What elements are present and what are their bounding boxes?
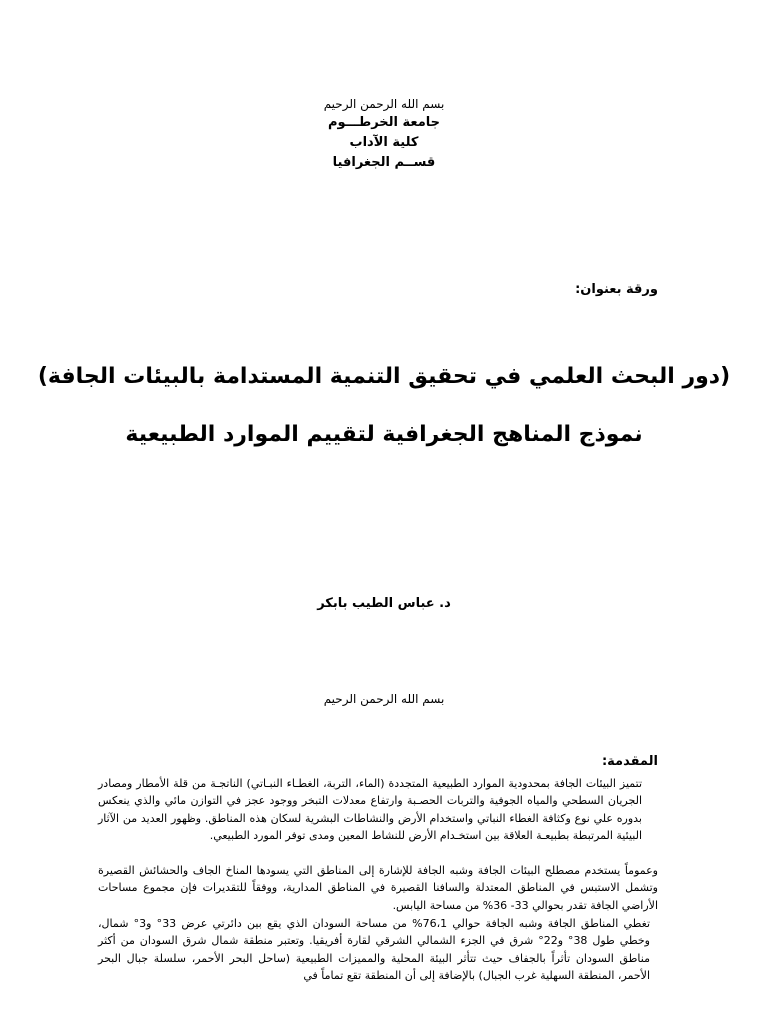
author-name: د. عباس الطيب بابكر — [317, 596, 451, 611]
basmala: بسم الله الرحمن الرحيم — [323, 97, 445, 111]
intro-paragraph-3: تغطي المناطق الجافة وشبه الجافة حوالي 76،1% من مساحة السودان الذي يقع بين دائرتي عرض 33° و3° شمال، وخطي طول 38° و22° شرق في الجزء الشمالي الشرقي لقارة أفريقيا. وتعتبر منطقة شمال شرق السودان من أكثر مناطق السودان تأثراً بالجفاف حيث تتأثر البيئة المحلية والمميزات الطبيعية (ساحل البحر الأحمر، سلسلة جبال البحر الأحمر، المنطقة السهلية غرب الجبال) بالإضافة إلى أن المنطقة تقع تماماً في — [98, 917, 651, 982]
document-header — [0, 95, 768, 173]
basmala-2: بسم الله الرحمن الرحيم — [323, 692, 445, 706]
faculty-name: كلية الآداب — [349, 135, 419, 150]
university-name: جامعة الخرطـــوم — [327, 115, 441, 130]
paper-title-line-1: (دور البحث العلمي في تحقيق التنمية المستدامة بالبيئات الجافة) — [37, 364, 731, 389]
intro-paragraph-2: وعموماً يستخدم مصطلح البيئات الجافة وشبه الجافة للإشارة إلى المناطق التي يسودها المناخ الجاف والحشائش القصيرة وتشمل الاستبس في المناطق المعتدلة والسافنا القصيرة في المناطق المدارية، ووفقاً للتقديرات فإن مجموع مساحات الأراضي الجافة تقدر بحوالي 33- 36% من مساحة اليابس. — [98, 864, 658, 912]
paper-label: ورقة بعنوان: — [575, 282, 658, 297]
intro-paragraph-1: تتميز البيئات الجافة بمحدودية الموارد الطبيعية المتجددة (الماء، التربة، الغطـاء النبـاتي) الناتجـة من قلة الأمطار ومصادر الجريان السطحي والمياه الجوفية والتربات الحصـبة وارتفاع معدلات التبخر ووجود عجز في التوازن مائي والذي ينعكس بدوره علي نوع وكثافة الغطاء النباتي واستخدام الأرض والنشاطات البشرية لسكان هذه المناطق. وظهور العديد من الآثار البيئية المرتبطة بطبيعـة العلاقة بين استخـدام الأرض للنشاط المعين ومدى توفر المورد الطبيعي. — [98, 777, 642, 842]
paper-title-line-2: نموذج المناهج الجغرافية لتقييم الموارد الطبيعية — [125, 422, 643, 447]
department-name: قســم الجغرافيا — [332, 155, 436, 170]
intro-heading: المقدمة: — [601, 754, 658, 769]
